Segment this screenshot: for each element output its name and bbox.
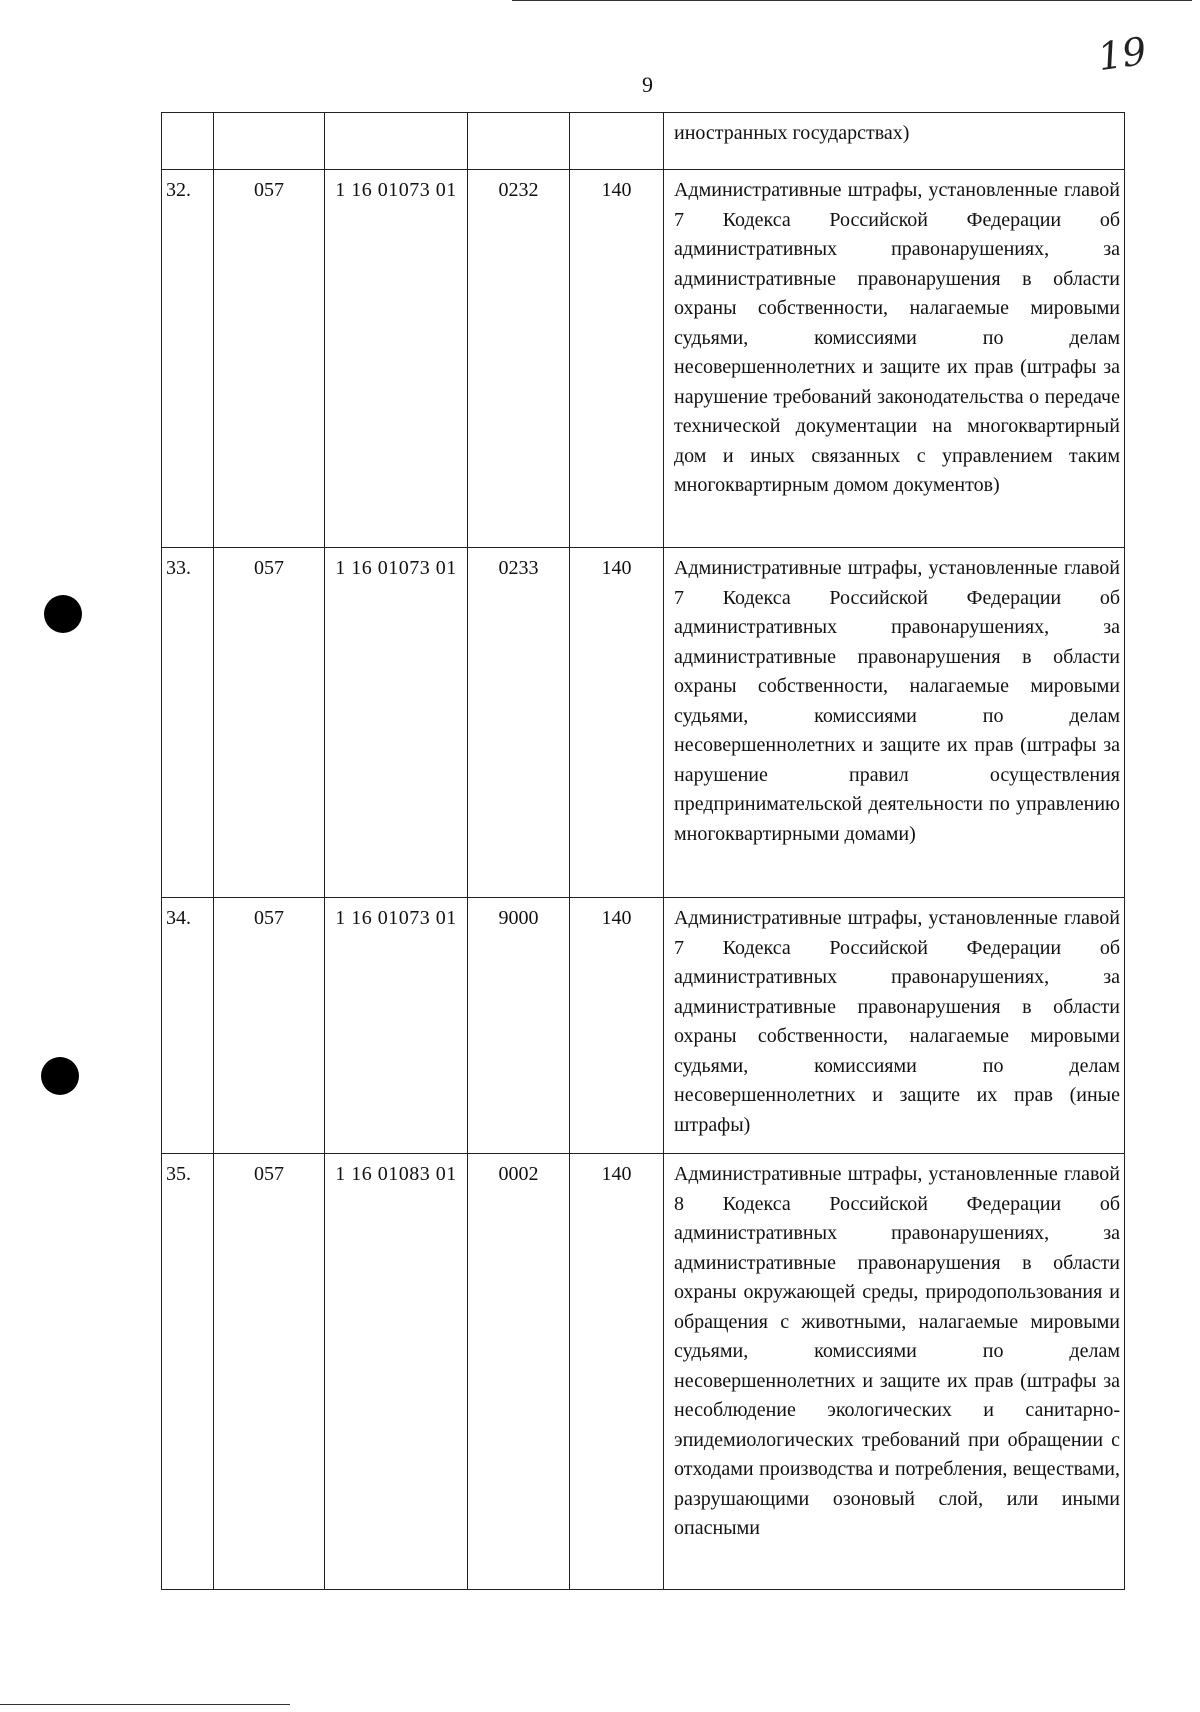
budget-code-cell: 1 16 01073 01 (325, 170, 468, 548)
table-row (162, 548, 1125, 898)
subtype-code-cell: 0002 (468, 1154, 570, 1590)
description-text: Административные штрафы, установленные главой 8 Кодекса Российской Федерации об административных правонарушениях, за административные правонарушения в области охраны окружающей среды, природопользования и обращения с животными, налагаемые мировыми судьями, комиссиями по делам несовершеннолетних и защите их прав (штрафы за несоблюдение экологических и санитарно-эпидемиологических требований при обращении с отходами производства и потребления, веществами, разрушающими озоновый слой, или иными опасными (674, 1163, 1120, 1539)
row-number (162, 113, 214, 170)
table-row (162, 113, 1125, 170)
subtype-code-cell: 9000 (468, 898, 570, 1154)
description-cell (664, 548, 1125, 898)
admin-code-cell (214, 113, 325, 170)
subtype-code-cell (468, 113, 570, 170)
binder-hole-mark (41, 1057, 79, 1095)
budget-code-cell: 1 16 01073 01 (325, 898, 468, 1154)
description-cell (664, 1154, 1125, 1590)
budget-code-cell: 1 16 01073 01 (325, 548, 468, 898)
kind-code-cell (570, 113, 664, 170)
admin-code-cell: 057 (214, 170, 325, 548)
table-row (162, 898, 1125, 1154)
description-cell (664, 170, 1125, 548)
binder-hole-mark (44, 595, 82, 633)
admin-code-cell: 057 (214, 898, 325, 1154)
scan-bottom-edge-line (0, 1704, 290, 1705)
subtype-code-cell: 0233 (468, 548, 570, 898)
description-text: Административные штрафы, установленные главой 7 Кодекса Российской Федерации об административных правонарушениях, за административные правонарушения в области охраны собственности, налагаемые мировыми судьями, комиссиями по делам несовершеннолетних и защите их прав (штрафы за нарушение требований законодательства о передаче технической документации на многоквартирный дом и иных связанных с управлением таким многоквартирным домом документов) (674, 179, 1120, 496)
handwritten-page-mark: 19 (1095, 28, 1150, 80)
admin-code-cell: 057 (214, 548, 325, 898)
row-number: 35. (162, 1154, 214, 1590)
kind-code-cell: 140 (570, 170, 664, 548)
budget-code-cell (325, 113, 468, 170)
table-row (162, 170, 1125, 548)
scan-top-edge-line (512, 0, 1192, 1)
description-cell (664, 898, 1125, 1154)
description-text: Административные штрафы, установленные главой 7 Кодекса Российской Федерации об административных правонарушениях, за административные правонарушения в области охраны собственности, налагаемые мировыми судьями, комиссиями по делам несовершеннолетних и защите их прав (иные штрафы) (674, 907, 1120, 1136)
description-text: Административные штрафы, установленные главой 7 Кодекса Российской Федерации об административных правонарушениях, за административные правонарушения в области охраны собственности, налагаемые мировыми судьями, комиссиями по делам несовершеннолетних и защите их прав (штрафы за нарушение правил осуществления предпринимательской деятельности по управлению многоквартирными домами) (674, 557, 1120, 845)
kind-code-cell: 140 (570, 898, 664, 1154)
table-row (162, 1154, 1125, 1590)
kind-code-cell: 140 (570, 1154, 664, 1590)
row-number: 34. (162, 898, 214, 1154)
row-number: 32. (162, 170, 214, 548)
admin-code-cell: 057 (214, 1154, 325, 1590)
description-cell (664, 113, 1125, 170)
description-text: иностранных государствах) (674, 122, 910, 144)
row-number: 33. (162, 548, 214, 898)
budget-codes-table (161, 112, 1125, 1590)
subtype-code-cell: 0232 (468, 170, 570, 548)
kind-code-cell: 140 (570, 548, 664, 898)
budget-code-cell: 1 16 01083 01 (325, 1154, 468, 1590)
page-number: 9 (642, 72, 653, 97)
